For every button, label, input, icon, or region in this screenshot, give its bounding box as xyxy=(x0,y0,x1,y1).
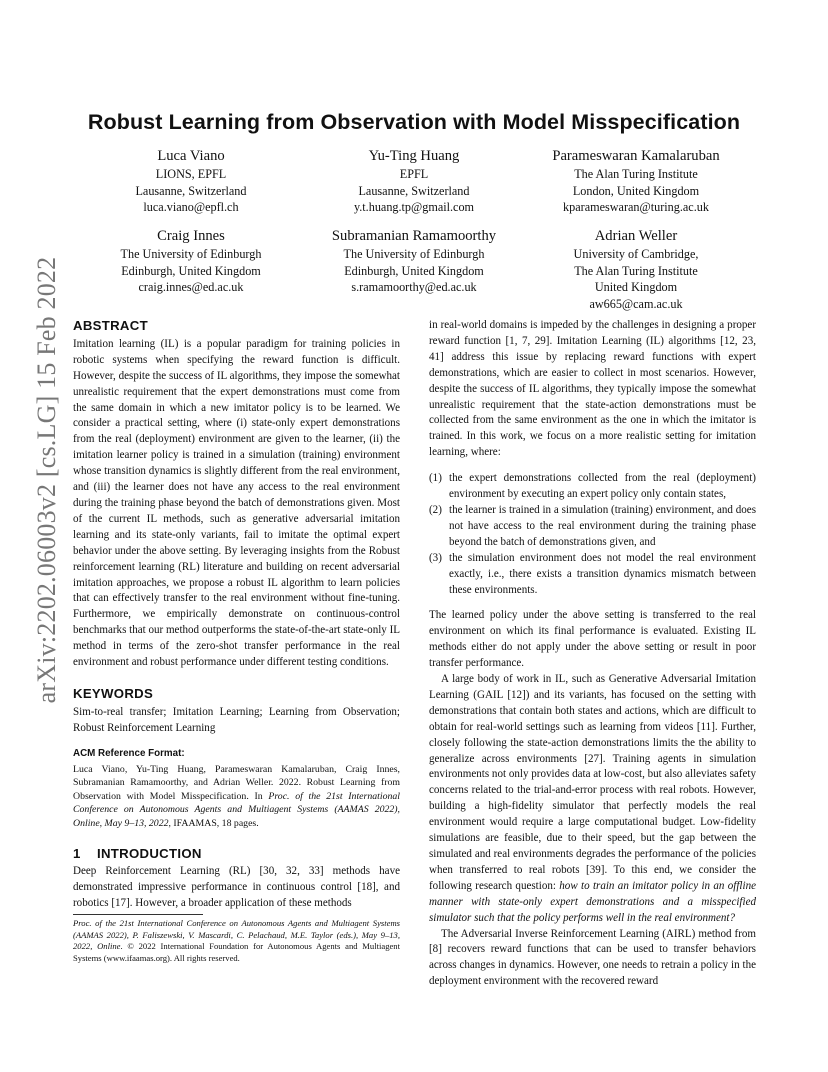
author-name: Luca Viano xyxy=(157,148,225,164)
left-column xyxy=(73,318,400,912)
author-block xyxy=(76,227,306,296)
footnote-rule xyxy=(73,914,203,915)
footnote xyxy=(73,918,400,964)
author-name: Parameswaran Kamalaruban xyxy=(552,148,720,164)
footnote-venue: Proc. of the 21st International Conference on Autonomous Agents and Multiagent Systems (AAMAS 2022), P. Faliszewski, V. Mascardi, C. Pelachaud, M.E. Taylor (eds.), May 9–13, 2022, Online xyxy=(73,918,400,952)
list-text: the learner is trained in a simulation (training) environment, and does not have access to the real environment during the training phase beyond the batch of demonstrations given, and xyxy=(449,503,756,548)
list-number: (2) xyxy=(429,503,442,516)
author-block xyxy=(521,227,751,312)
body-paragraph: The Adversarial Inverse Reinforcement Learning (AIRL) method from [8] recovers reward functions that can be used to transfer behaviors across changes in dynamics. However, one needs to retrain a policy in the deployment environment with the recovered reward xyxy=(429,927,756,988)
section-heading-introduction xyxy=(73,846,400,862)
author-email: s.ramamoorthy@ed.ac.uk xyxy=(351,280,477,294)
setting-list xyxy=(429,471,756,598)
author-affiliation: University of Cambridge, xyxy=(573,247,699,261)
acm-reference-venue: Proc. of the 21st International Conference on Autonomous Agents and Multiagent Systems (AAMAS 2022), Online, May 9–13, 2022 xyxy=(73,790,400,829)
abstract-heading: ABSTRACT xyxy=(73,318,148,333)
body-paragraph: in real-world domains is impeded by the challenges in designing a proper reward function [1, 7, 29]. Imitation Learning (IL) algorithms [12, 23, 41] address this issue by replacing reward functions with expert demonstrations, which are easier to collect in most scenarios. However, despite the success of IL algorithms, they typically impose the somewhat unrealistic requirement that the state-action demonstrations must be collected from the same environment as the one in which the imitator is trained. In this work, we focus on a more realistic setting for imitation learning, where: xyxy=(429,319,756,459)
list-item xyxy=(429,551,756,599)
author-affiliation: The Alan Turing Institute xyxy=(574,167,698,181)
keywords-heading: KEYWORDS xyxy=(73,685,154,701)
author-location: Lausanne, Switzerland xyxy=(135,183,247,198)
author-affiliation: EPFL xyxy=(399,167,429,181)
body-paragraph xyxy=(429,672,756,927)
author-affiliation: The University of Edinburgh xyxy=(120,247,262,261)
list-text: the expert demonstrations collected from the real (deployment) environment by executing an expert policy only contain states, xyxy=(449,472,756,501)
list-item xyxy=(429,503,756,551)
author-block xyxy=(299,147,529,216)
intro-paragraph: Deep Reinforcement Learning (RL) [30, 32, 33] methods have demonstrated impressive performance in continuous control [18], and robotics [17]. However, a broader application of these methods xyxy=(73,865,400,910)
author-affiliation: The Alan Turing Institute xyxy=(574,263,698,278)
section-title: INTRODUCTION xyxy=(97,845,202,861)
acm-reference-pages: , IFAAMAS, 18 pages. xyxy=(168,817,259,829)
paragraph-text: A large body of work in IL, such as Generative Adversarial Imitation Learning (GAIL [12]) and its variants, has focused on the setting with demonstrations that contain both states and actions, which are difficult to obtain for real-world settings such as learning from videos [11]. Further, closely following the state-action demonstrations limits the the ability to generalize across environments [27]. Training agents in simulation environments not only provides data at low-cost, but also alleviates safety concerns related to the trial-and-error process with real robots. However, building a high-fidelity simulator that perfectly models the real environment would require a large computational budget. Low-fidelity simulations are feasible, due to their speed, but the gap between the simulated and real environments degrades the performance of the policies when transferred to real robots [39]. To this end, we consider the following research question: xyxy=(429,673,756,892)
right-column xyxy=(429,318,756,990)
list-number: (1) xyxy=(429,472,442,485)
author-email: craig.innes@ed.ac.uk xyxy=(138,280,244,294)
author-block xyxy=(521,147,751,216)
abstract-text: Imitation learning (IL) is a popular paradigm for training policies in robotic systems when specifying the reward function is difficult. However, despite the success of IL algorithms, they impose the somewhat unrealistic requirement that the expert demonstrations must come from the same domain in which a new imitator policy is to be learned. We consider a practical setting, where (i) state-only expert demonstrations from the real (deployment) environment are given to the learner, (ii) the imitation learner policy is trained in a simulation (training) environment whose transition dynamics is slightly different from the real environment, and (iii) the learner does not have any access to the real environment during the training phase beyond the batch of demonstrations given. Most of the current IL methods, such as generative adversarial imitation learning and its state-only variants, fail to imitate the optimal expert behavior under the above setting. By leveraging insights from the Robust reinforcement learning (RL) literature and building on recent adversarial imitation approaches, we propose a robust IL algorithm to learn policies that can effectively transfer to the real environment without fine-tuning. Furthermore, we empirically demonstrate on continuous-control benchmarks that our method outperforms the state-of-the-art state-only IL method in terms of the zero-shot transfer performance in the real environment and robust performance under different testing conditions. xyxy=(73,337,400,669)
author-location: Lausanne, Switzerland xyxy=(358,183,470,198)
author-email: y.t.huang.tp@gmail.com xyxy=(353,200,475,214)
section-number: 1 xyxy=(73,845,81,861)
author-location: Edinburgh, United Kingdom xyxy=(344,263,484,278)
author-email: luca.viano@epfl.ch xyxy=(143,200,239,214)
arxiv-identifier: arXiv:2202.06003v2 [cs.LG] 15 Feb 2022 xyxy=(32,256,61,704)
footnote-copyright: . © 2022 International Foundation for Autonomous Agents and Multiagent Systems (www.ifaamas.org). All rights reserved. xyxy=(73,941,400,963)
author-name: Adrian Weller xyxy=(594,228,678,244)
research-question: how to train an imitator policy in an offline manner with state-only expert demonstrations and a misspecified simulator such that the policy performs well in the real environment? xyxy=(429,879,756,924)
body-paragraph: The learned policy under the above setting is transferred to the real environment on which its final performance is evaluated. Existing IL methods either do not apply under the above setting or result in poor transfer performance. xyxy=(429,609,756,670)
author-name: Subramanian Ramamoorthy xyxy=(331,228,497,244)
author-location: Edinburgh, United Kingdom xyxy=(121,263,261,278)
list-item xyxy=(429,471,756,503)
author-name: Yu-Ting Huang xyxy=(368,148,460,164)
paper-title: Robust Learning from Observation with Model Misspecification xyxy=(87,110,741,134)
author-affiliation: LIONS, EPFL xyxy=(155,167,227,181)
author-location: United Kingdom xyxy=(594,280,678,294)
author-email: kparameswaran@turing.ac.uk xyxy=(563,200,709,214)
list-text: the simulation environment does not model the real environment exactly, i.e., there exists a transition dynamics mismatch between these environments. xyxy=(449,551,756,596)
author-affiliation: The University of Edinburgh xyxy=(343,247,485,261)
keywords-text: Sim-to-real transfer; Imitation Learning; Learning from Observation; Robust Reinforcement Learning xyxy=(73,705,400,734)
author-block xyxy=(299,227,529,296)
author-name: Craig Innes xyxy=(157,228,225,244)
author-email: aw665@cam.ac.uk xyxy=(589,296,683,311)
author-location: London, United Kingdom xyxy=(572,183,700,198)
acm-reference-heading: ACM Reference Format: xyxy=(73,747,185,759)
acm-reference-text xyxy=(73,763,400,831)
acm-reference-authors: Luca Viano, Yu-Ting Huang, Parameswaran Kamalaruban, Craig Innes, Subramanian Ramamoorthy, and Adrian Weller. 2022. Robust Learning from Observation with Model Misspecification. In xyxy=(73,763,400,802)
author-block xyxy=(76,147,306,216)
list-number: (3) xyxy=(429,551,442,564)
